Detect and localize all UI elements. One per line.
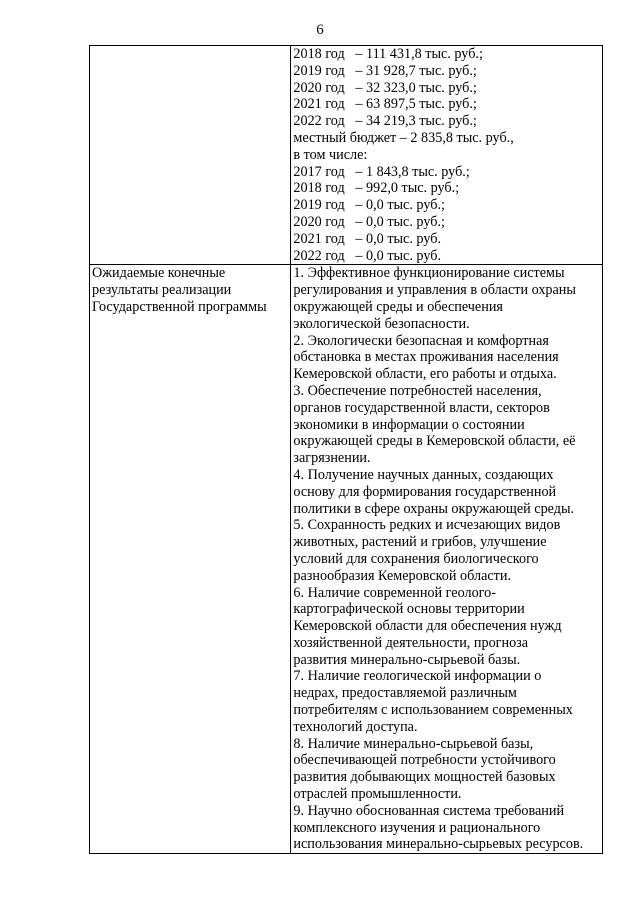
results-text-line: загрязнении. (293, 450, 371, 467)
year-label: 2017 год (293, 163, 345, 180)
results-text-line: картографической основы территории (293, 601, 525, 618)
finance-year-list-2 (293, 164, 602, 265)
results-text-line: окружающей среды в Кемеровской области, её (293, 433, 576, 450)
local-year-row (293, 231, 602, 248)
including-text: в том числе: (293, 146, 368, 163)
results-text-line: Кемеровской области для обеспечения нужд (293, 618, 562, 635)
results-text-line: экономики в информации о состоянии (293, 416, 525, 433)
results-text-line: хозяйственной деятельности, прогноза (293, 634, 529, 651)
results-text-line: развития добывающих мощностей базовых (293, 769, 556, 786)
results-text-line: использования минерально-сырьевых ресурсов. (293, 836, 584, 853)
year-amount: – 0,0 тыс. руб.; (355, 197, 445, 214)
results-label-cell (90, 265, 291, 854)
page-number: 6 (316, 22, 324, 38)
finance-row (90, 46, 603, 265)
year-label: 2018 год (293, 180, 345, 197)
results-label-line: результаты реализации (92, 282, 232, 299)
results-text-line: органов государственной власти, секторов (293, 399, 550, 416)
results-text-line: разнообразия Кемеровской области. (293, 567, 512, 584)
results-text-line: недрах, предоставляемой различным (293, 685, 517, 702)
results-text-line: 4. Получение научных данных, создающих (293, 466, 554, 483)
results-label-line: Ожидаемые конечные (92, 265, 226, 282)
year-label: 2018 год (293, 46, 345, 62)
results-text-line: 1. Эффективное функционирование системы (293, 265, 565, 282)
results-text-line: развития минерально-сырьевой базы. (293, 651, 521, 668)
local-year-row (293, 164, 602, 181)
results-text-line: регулирования и управления в области охраны (293, 282, 576, 299)
federal-year-row (293, 80, 602, 97)
results-text-line: экологической безопасности. (293, 315, 470, 332)
federal-year-row (293, 96, 602, 113)
federal-year-row (293, 113, 602, 130)
results-text-line: 7. Наличие геологической информации о (293, 668, 542, 685)
year-label: 2019 год (293, 62, 345, 79)
results-text-line: 9. Научно обоснованная система требований (293, 802, 565, 819)
year-label: 2021 год (293, 96, 345, 113)
year-label: 2022 год (293, 113, 345, 130)
results-list (293, 265, 602, 853)
year-amount: – 111 431,8 тыс. руб.; (355, 46, 483, 62)
results-text-line: потребителям с использованием современных (293, 702, 573, 719)
year-label: 2022 год (293, 247, 345, 264)
results-text-line: обеспечивающей потребности устойчивого (293, 752, 556, 769)
results-text-line: основу для формирования государственной (293, 483, 557, 500)
results-text-line: животных, растений и грибов, улучшение (293, 534, 547, 551)
local-year-row (293, 197, 602, 214)
year-amount: – 32 323,0 тыс. руб.; (355, 79, 477, 96)
results-text-line: обстановка в местах проживания населения (293, 349, 559, 366)
results-text-line: комплексного изучения и рационального (293, 819, 541, 836)
year-amount: – 992,0 тыс. руб.; (355, 180, 460, 197)
results-text-line: Кемеровской области, его работы и отдыха. (293, 366, 557, 383)
year-label: 2020 год (293, 213, 345, 230)
results-text-line: окружающей среды и обеспечения (293, 298, 503, 315)
results-text-line: 3. Обеспечение потребностей населения, (293, 382, 542, 399)
results-text-line: отраслей промышленности. (293, 786, 462, 803)
federal-year-row (293, 63, 602, 80)
results-label (92, 265, 290, 315)
year-amount: – 63 897,5 тыс. руб.; (355, 96, 477, 113)
results-label-line: Государственной программы (92, 298, 267, 315)
local-year-row (293, 180, 602, 197)
results-text-line: 2. Экологически безопасная и комфортная (293, 332, 549, 349)
results-text-line: политики в сфере охраны окружающей среды. (293, 500, 575, 517)
results-text-line: 5. Сохранность редких и исчезающих видов (293, 517, 561, 534)
year-amount: – 34 219,3 тыс. руб.; (355, 113, 477, 130)
year-amount: – 0,0 тыс. руб. (355, 230, 442, 247)
year-amount: – 1 843,8 тыс. руб.; (355, 163, 470, 180)
results-row (90, 265, 603, 854)
year-label: 2019 год (293, 197, 345, 214)
program-passport-table (89, 45, 603, 854)
results-text-cell (291, 265, 603, 854)
results-text-line: 8. Наличие минерально-сырьевой базы, (293, 735, 534, 752)
year-label: 2021 год (293, 230, 345, 247)
local-budget-text: местный бюджет – 2 835,8 тыс. руб., (293, 129, 514, 146)
finance-year-list-1 (293, 46, 602, 130)
year-amount: – 31 928,7 тыс. руб.; (355, 62, 477, 79)
finance-values-cell (291, 46, 603, 265)
year-amount: – 0,0 тыс. руб.; (355, 213, 445, 230)
local-year-row (293, 214, 602, 231)
year-label: 2020 год (293, 79, 345, 96)
results-text-line: условий для сохранения биологического (293, 550, 539, 567)
federal-year-row (293, 46, 602, 63)
year-amount: – 0,0 тыс. руб. (355, 247, 442, 264)
local-year-row (293, 248, 602, 265)
results-text-line: 6. Наличие современной геолого- (293, 584, 496, 601)
results-text-line: технологий доступа. (293, 718, 418, 735)
finance-label-cell (90, 46, 291, 265)
